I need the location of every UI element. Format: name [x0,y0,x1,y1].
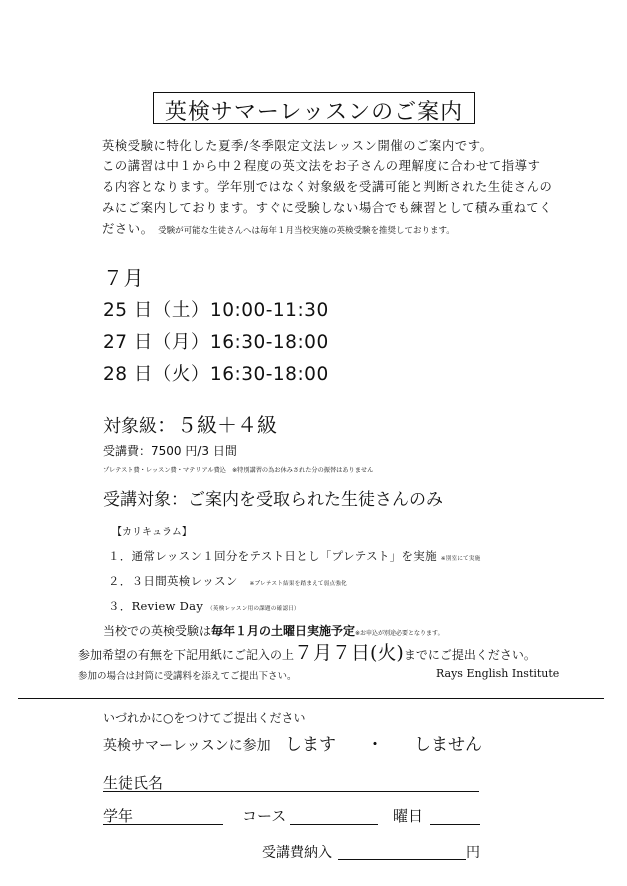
option-no[interactable]: しません [413,735,482,755]
form-instruction: いづれかに○をつけてご提出ください [103,711,306,725]
intro-line-3: る内容となります。学年別ではなく対象級を受講可能と判断された生徒さんの [102,180,553,194]
fee-note-1: プレテスト費・レッスン費・マテリアル費込 [103,467,226,474]
intro-line-4: みにご案内しております。すぐに受験しない場合でも練習として積み重ねてく [102,201,553,215]
curriculum-item-3 [108,598,300,614]
schedule-row-3: 28 日（火）16:30-18:00 [103,364,329,385]
curriculum-heading: 【カリキュラム】 [112,527,192,538]
grade-value: ：５級＋４級 [157,413,277,437]
course-line[interactable] [290,824,378,825]
intro-line-5-main: ださい。 [102,222,154,236]
grade-label: 対象級 [103,416,157,437]
curriculum-item-1 [108,548,481,564]
target-students: 受講対象：ご案内を受取られた生徒さんのみ [103,490,443,510]
schedule-row-1: 25 日（土）10:00-11:30 [103,300,329,321]
yen-label: 円 [466,845,480,861]
grade-label-field: 学年 [103,807,134,825]
curriculum-item-3-note: （英検レッスン用の課題の確認日） [207,606,300,612]
deadline-date: ７月７日(火) [294,642,404,664]
intro-line-2: この講習は中１から中２程度の英文法をお子さんの理解度に合わせて指導す [102,159,541,173]
option-separator: ・ [366,735,384,755]
target-grade [103,409,277,438]
join-label: 英検サマーレッスンに参加 [103,738,271,754]
submit-note: 参加の場合は封筒に受講料を添えてご提出下さい。 [78,671,297,682]
deadline [78,638,536,665]
intro-line-5-note: 受験が可能な生徒さんへは毎年１月当校実施の英検受験を推奨しております。 [158,226,455,236]
curriculum-item-2-text: ２．３日間英検レッスン [108,574,238,588]
fee: 受講費：7500 円/3 日間 [103,444,237,458]
intro-line-1: 英検受験に特化した夏季/冬季限定文法レッスン開催のご案内です。 [102,139,493,153]
day-label: 曜日 [393,807,424,825]
curriculum-item-1-text: １．通常レッスン１回分をテスト日とし「プレテスト」を実施 [108,549,437,563]
schedule-month: ７月 [103,266,144,290]
student-name-line[interactable] [103,791,479,792]
join-question [103,730,482,755]
course-label: コース [242,807,287,825]
fee-note-2: ※特別講習の為お休みされた分の振替はありません [232,467,374,474]
deadline-post: までにご提出ください。 [403,648,536,662]
curriculum-item-1-note: ※別室にて実施 [440,556,481,562]
fee-paid-label: 受講費納入 [262,845,332,861]
curriculum-item-2-note: ※プレテスト結果を踏まえて弱点強化 [249,581,347,587]
policy-pre: 当校での英検受験は [103,624,212,638]
day-line[interactable] [430,824,480,825]
page-title: 英検サマーレッスンのご案内 [164,100,464,125]
curriculum-item-3-text: ３．Review Day [108,599,204,613]
schedule-row-2: 27 日（月）16:30-18:00 [103,332,329,353]
fee-paid-line[interactable] [338,859,466,860]
cut-divider [18,698,604,699]
curriculum-item-2 [108,573,347,589]
grade-line[interactable] [103,824,223,825]
intro-line-5 [102,219,455,237]
exam-policy [103,622,444,639]
institute-name: Rays English Institute [436,667,560,680]
policy-note: ※お申込が別途必要となります。 [355,630,444,637]
deadline-pre: 参加希望の有無を下記用紙にご記入の上 [78,648,295,662]
policy-bold: 毎年１月の土曜日実施予定 [211,624,356,638]
option-yes[interactable]: します [285,735,337,755]
student-name-label: 生徒氏名 [103,774,164,792]
